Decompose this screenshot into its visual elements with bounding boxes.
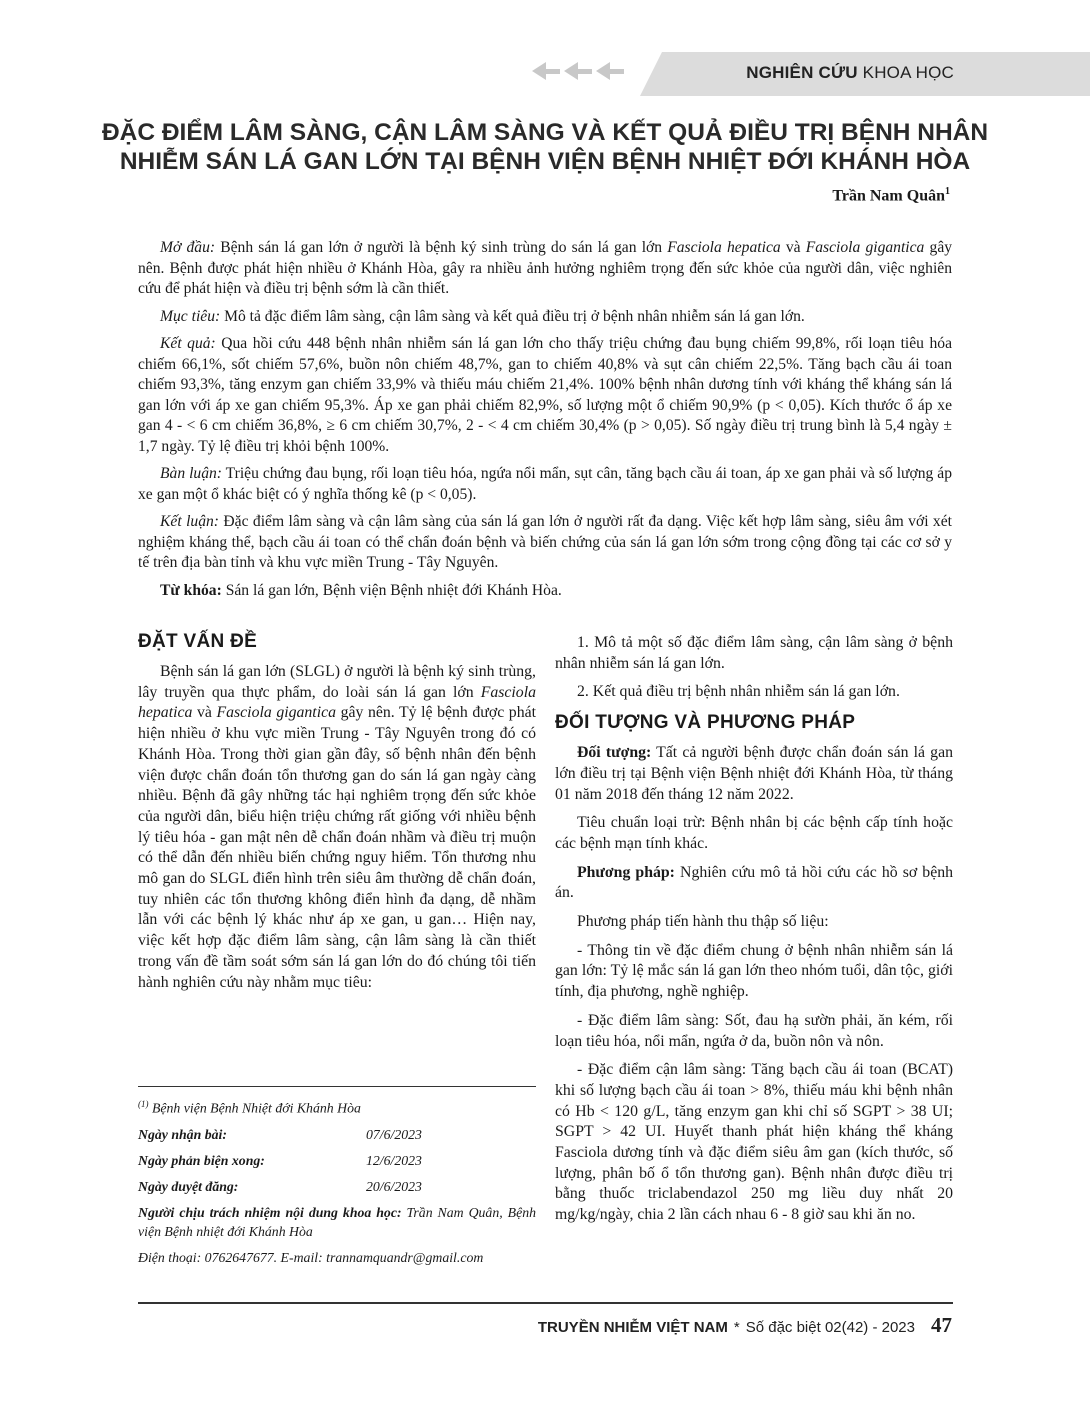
affiliation: $^{(1)}$ Bệnh viện Bệnh Nhiệt đới Khánh Hòa bbox=[138, 1099, 361, 1116]
date-accepted: Ngày duyệt đăng: 20/6/2023 bbox=[138, 1178, 422, 1194]
page-number: 47 bbox=[931, 1313, 952, 1337]
bullet-general: - Thông tin về đặc điểm chung ở bệnh nhân nhiễm sán lá gan lớn: Tỷ lệ mắc sán lá gan lớn theo nhóm tuổi, dân tộc, giới tính, địa phương, nghề nghiệp. bbox=[555, 941, 953, 1001]
arrow-left-icon bbox=[532, 62, 560, 80]
objective-2: 2. Kết quả điều trị bệnh nhân nhiễm sán lá gan lớn. bbox=[577, 683, 900, 701]
abstract-intro: Mở đầu: Bệnh sán lá gan lớn ở người là bệnh ký sinh trùng do sán lá gan lớn Fasciola hepatica và Fasciola gigantica gây nên. Bệnh được phát hiện nhiều ở Khánh Hòa, gây ra nhiều ảnh hưởng nghiêm trọng đến sức khỏe của người dân, việc nghiên cứu để phát hiện và điều trị bệnh sớm là cần thiết. bbox=[138, 239, 953, 297]
left-column bbox=[138, 630, 536, 1001]
intro-paragraph: Bệnh sán lá gan lớn (SLGL) ở người là bệnh ký sinh trùng, lây truyền qua thực phẩm, do loài sán lá gan lớn Fasciola hepatica và Fasciola gigantica gây nên. Tỷ lệ bệnh được phát hiện nhiều ở khu vực miền Trung - Tây Nguyên trong đó có Khánh Hòa. Trong thời gian gần đây, số bệnh nhân đến bệnh viện được chẩn đoán tổn thương gan do sán lá gan ngày càng nhiều. Bệnh đã gây những tác hại nghiêm trọng đến sức khỏe của người dân, biểu hiện triệu chứng rất giống với nhiều bệnh lý tiêu hóa - gan mật nên dễ chẩn đoán nhầm và điều trị muộn có thể dẫn đến nhiều biến chứng nguy hiểm. Tổn thương nhu mô gan do SLGL điển hình trên siêu âm thường dễ chẩn đoán, tuy nhiên các tổn thương không điển hình đa dạng, dễ nhầm lẫn với các bệnh lý khác như áp xe gan, u gan… Hiện nay, việc kết hợp đặc điểm lâm sàng, cận lâm sàng là cần thiết trong vấn đề tầm soát sớm sán lá gan lớn do đó chúng tôi tiến hành nghiên cứu này nhằm mục tiêu: bbox=[138, 663, 536, 991]
bullet-clinical: - Đặc điểm lâm sàng: Sốt, đau hạ sườn phải, ăn kém, rối loạn tiêu hóa, nổi mẩn, ngứa ở da, buồn nôn và nôn. bbox=[555, 1011, 953, 1050]
bullet-paraclinical: - Đặc điểm cận lâm sàng: Tăng bạch cầu ái toan (BCAT) khi số lượng bạch cầu ái toan > 8%, thiếu máu khi bệnh nhân có Hb < 120 g/L, tăng enzym gan khi chỉ số SGPT > 38 UI; SGPT > 42 UI. Huyết thanh phát hiện kháng thể kháng Fasciola dương tính và đặc điểm siêu âm gan (kích thước, số lượng, phân bố ổ tổn thương gan). Bệnh nhân được điều trị bằng thuốc triclabendazol 250 mg liều duy nhất 20 mg/kg/ngày, chia 2 lần cách nhau 6 - 8 giờ sau khi ăn no. bbox=[555, 1061, 953, 1224]
subjects-paragraph: Đối tượng: Tất cả người bệnh được chẩn đoán sán lá gan lớn điều trị tại Bệnh viện Bệnh nhiệt đới Khánh Hòa, từ tháng 01 năm 2018 đến tháng 12 năm 2022. bbox=[555, 744, 953, 803]
exclusion-paragraph: Tiêu chuẩn loại trừ: Bệnh nhân bị các bệnh cấp tính hoặc các bệnh mạn tính khác. bbox=[555, 814, 953, 852]
abstract-aim: Mục tiêu: Mô tả đặc điểm lâm sàng, cận lâm sàng và kết quả điều trị ở bệnh nhân nhiễm sán lá gan lớn. bbox=[160, 307, 805, 325]
method-paragraph: Phương pháp: Nghiên cứu mô tả hồi cứu các hồ sơ bệnh án. bbox=[555, 863, 954, 902]
article-notes bbox=[138, 1086, 536, 1267]
objective-1: 1. Mô tả một số đặc điểm lâm sàng, cận lâm sàng ở bệnh nhân nhiễm sán lá gan lớn. bbox=[555, 634, 953, 672]
abstract-results: Kết quả: Qua hồi cứu 448 bệnh nhân nhiễm sán lá gan lớn cho thấy triệu chứng đau bụng chiếm 99,8%, rối loạn tiêu hóa chiếm 66,1%, sốt chiếm 57,6%, buồn nôn chiếm 48,7%, gan to chiếm 40,8% và sụt cân chiếm 22,5%. Tăng bạch cầu ái toan chiếm 93,3%, tăng enzym gan chiếm 33,9% và thiếu máu chiếm 21,4%. 100% bệnh nhân dương tính với kháng thể kháng sán lá gan lớn với áp xe gan chiếm 95,3%. Áp xe gan phải chiếm 82,9%, số lượng một ổ chiếm 90,9% (p < 0,05). Kích thước ổ áp xe gan 4 - < 6 cm chiếm 36,8%, ≥ 6 cm chiếm 30,7%, 2 - < 4 cm chiếm 30,4% (p > 0,05). Số ngày điều trị trung bình là 5,4 ngày ± 1,7 ngày. Tỷ lệ điều trị khỏi bệnh 100%. bbox=[138, 335, 952, 455]
author: Trần Nam Quân$^1$ bbox=[832, 186, 950, 205]
section-heading-intro: ĐẶT VẤN ĐỀ bbox=[138, 631, 258, 652]
title-line-2: NHIỄM SÁN LÁ GAN LỚN TẠI BỆNH VIỆN BỆNH NHIỆT ĐỚI KHÁNH HÒA bbox=[119, 148, 971, 175]
abstract-conclusion: Kết luận: Đặc điểm lâm sàng và cận lâm sàng của sán lá gan lớn ở người rất đa dạng. Việc kết hợp lâm sàng, siêu âm với xét nghiệm kháng thể, bạch cầu ái toan có thể chẩn đoán bệnh và biến chứng của sán lá gan lớn sớm trong cộng đồng tại các cơ sở y tế trên địa bàn tỉnh và khu vực miền Trung - Tây Nguyên. bbox=[138, 513, 952, 571]
right-column bbox=[555, 633, 953, 1234]
collection-paragraph: Phương pháp tiến hành thu thập số liệu: bbox=[577, 913, 829, 931]
title-line-1: ĐẶC ĐIỂM LÂM SÀNG, CẬN LÂM SÀNG VÀ KẾT QUẢ ĐIỀU TRỊ BỆNH NHÂN bbox=[101, 119, 989, 146]
star-separator: * bbox=[733, 1319, 740, 1336]
header-arrows bbox=[532, 62, 624, 80]
footer-rule bbox=[138, 1302, 953, 1304]
date-reviewed: Ngày phản biện xong: 12/6/2023 bbox=[138, 1152, 422, 1168]
journal-name: TRUYỀN NHIỄM VIỆT NAM bbox=[537, 1319, 728, 1336]
date-received: Ngày nhận bài: 07/6/2023 bbox=[138, 1126, 422, 1142]
contact-info: Điện thoại: 0762647677. E-mail: trannamquandr@gmail.com bbox=[138, 1249, 484, 1265]
section-heading-methods: ĐỐI TƯỢNG VÀ PHƯƠNG PHÁP bbox=[555, 712, 856, 734]
section-label: NGHIÊN CỨU KHOA HỌC bbox=[746, 63, 954, 82]
arrow-left-icon bbox=[596, 62, 624, 80]
abstract-discussion: Bàn luận: Triệu chứng đau bụng, rối loạn tiêu hóa, ngứa nổi mẩn, sụt cân, tăng bạch cầu ái toan, áp xe gan phải và số lượng áp xe gan một ổ khác biệt có ý nghĩa thống kê (p < 0,05). bbox=[138, 465, 953, 503]
abstract bbox=[138, 238, 952, 608]
article-title bbox=[100, 118, 990, 176]
responsible-person: Người chịu trách nhiệm nội dung khoa học: Trần Nam Quân, Bệnh viện Bệnh nhiệt đới Khánh Hòa bbox=[138, 1204, 536, 1239]
issue-info: Số đặc biệt 02(42) - 2023 bbox=[745, 1319, 915, 1336]
footer bbox=[538, 1313, 952, 1338]
arrow-left-icon bbox=[564, 62, 592, 80]
keywords: Từ khóa: Sán lá gan lớn, Bệnh viện Bệnh nhiệt đới Khánh Hòa. bbox=[160, 581, 562, 599]
